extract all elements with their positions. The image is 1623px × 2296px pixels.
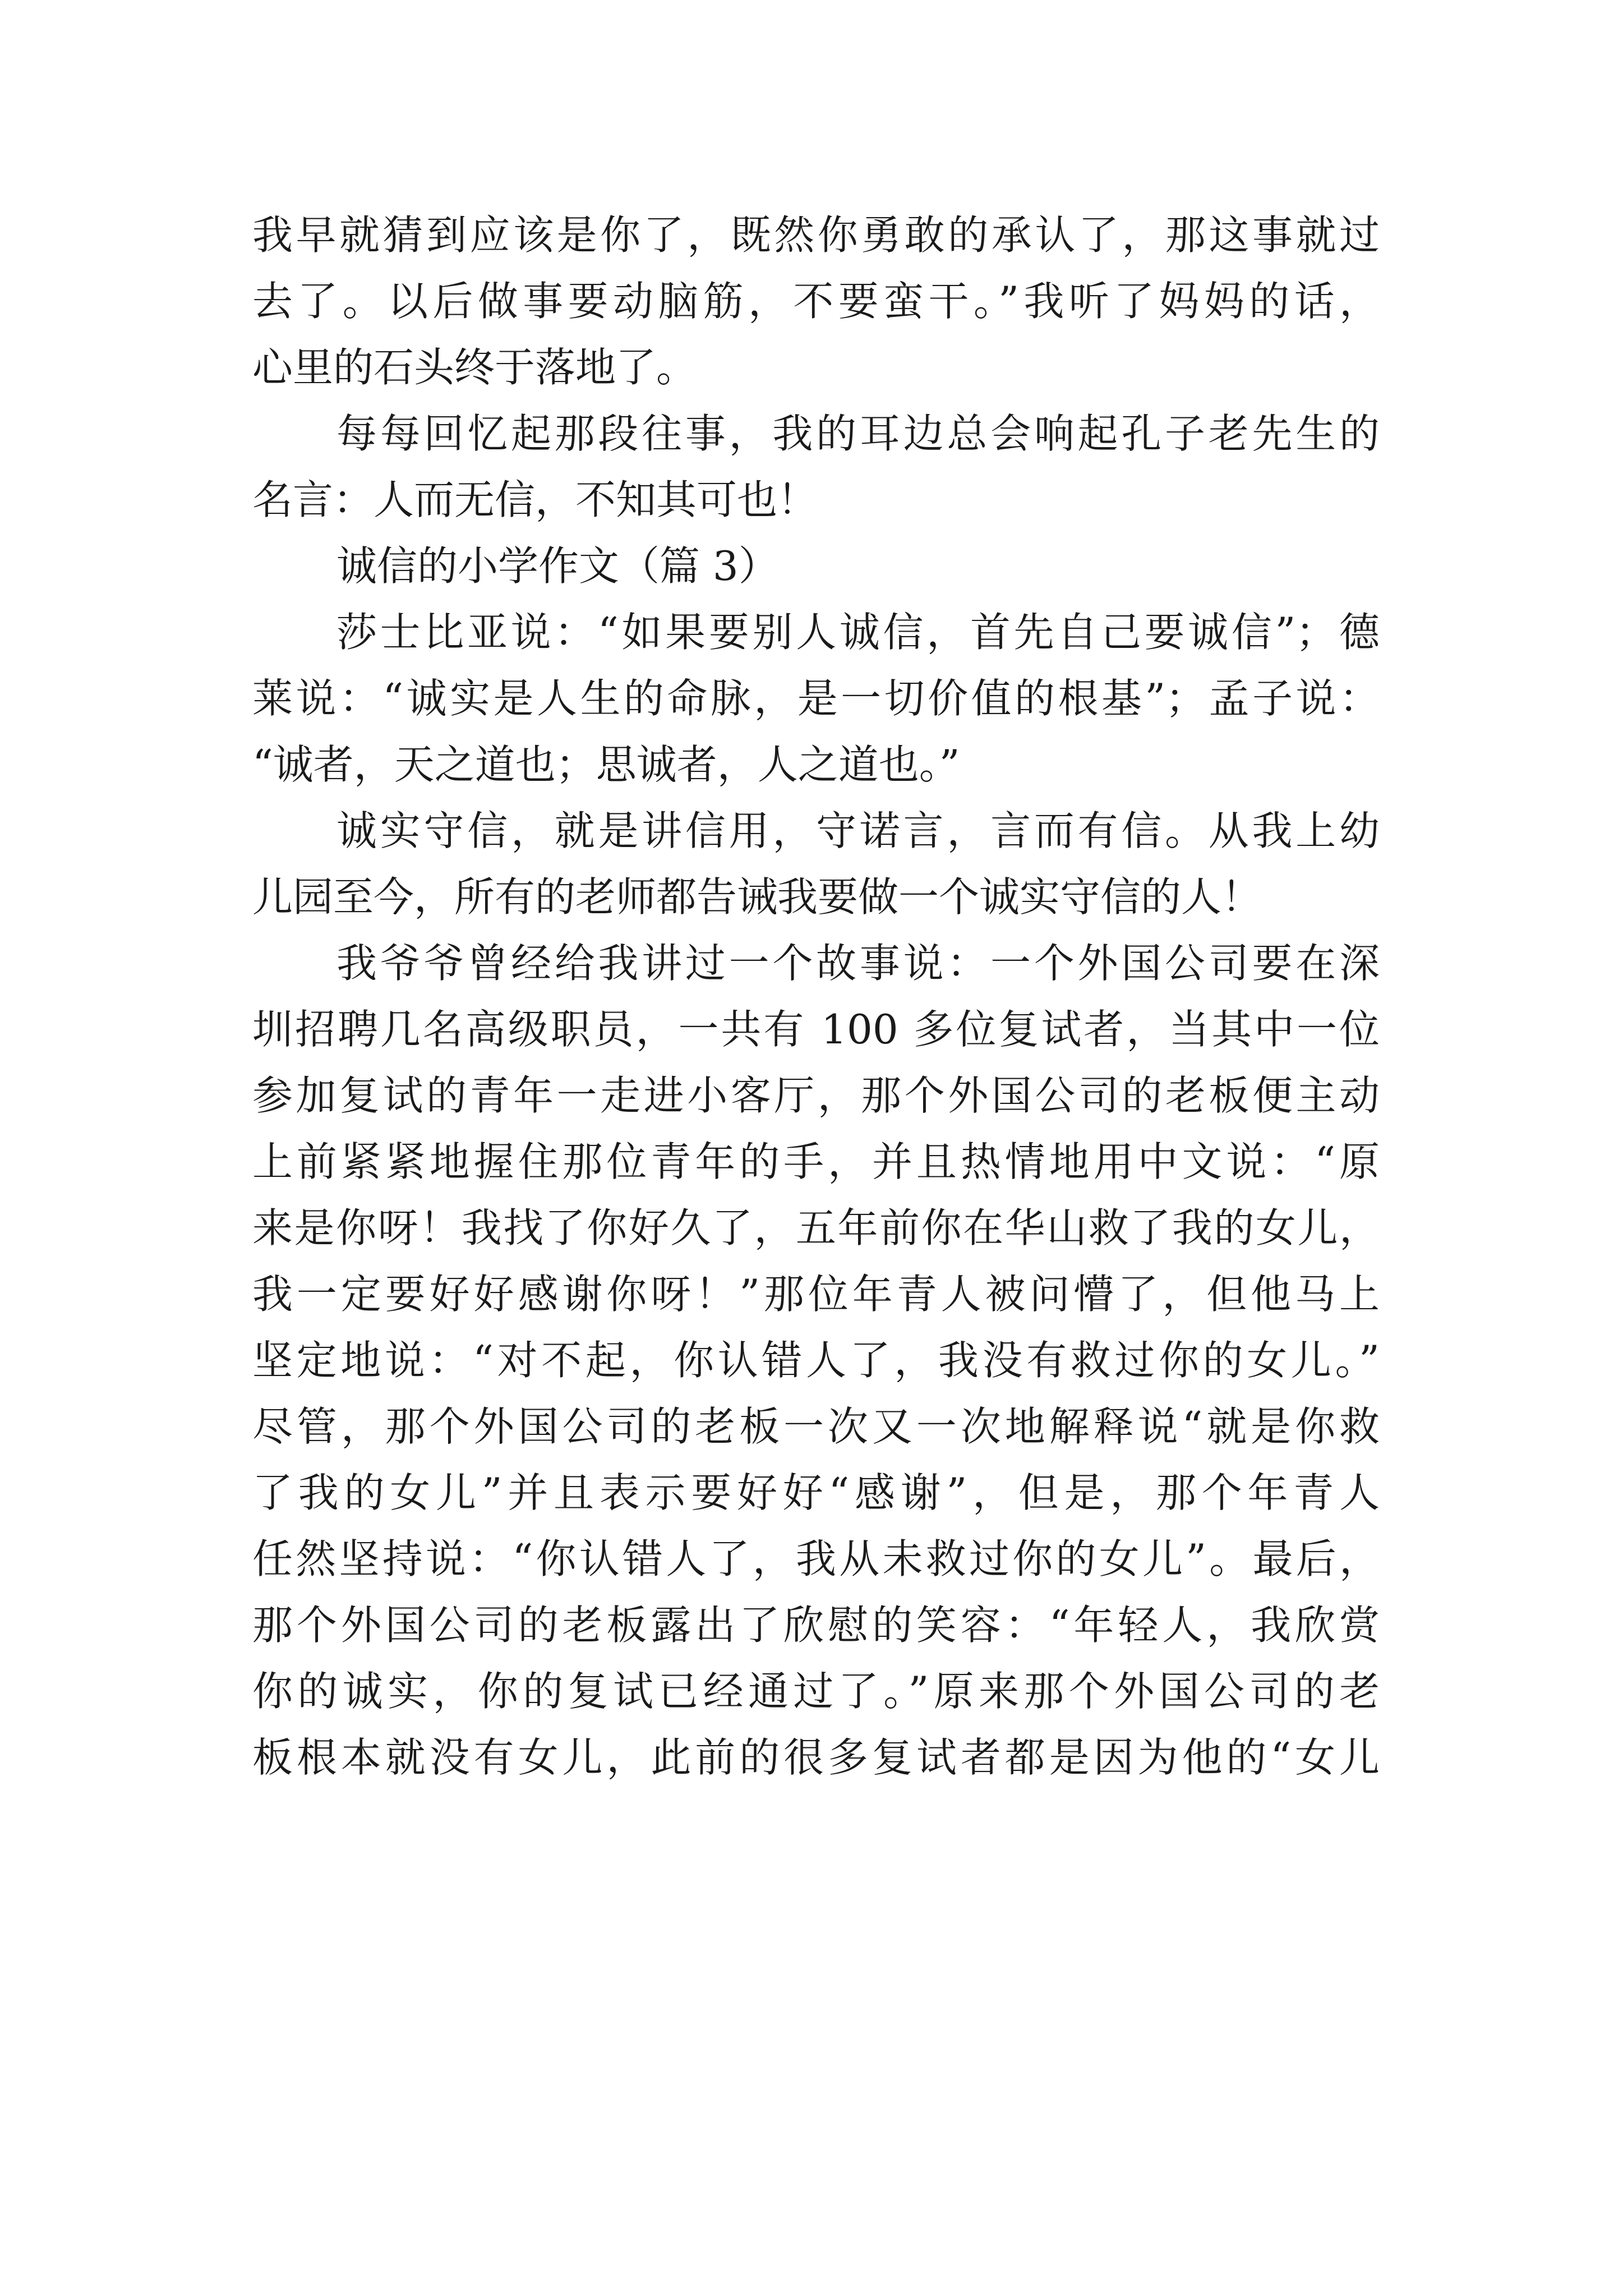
text-line-11: 儿园至今，所有的老师都告诫我要做一个诚实守信的人！ [252,873,1262,921]
text-line-10: 诚实守信，就是讲信用，守诺言，言而有信。从我上幼 [336,807,1380,854]
text-line-17: 我一定要好好感谢你呀！”那位年青人被问懵了，但他马上 [252,1271,1380,1318]
section-heading: 诚信的小学作文（篇 3） [336,542,779,590]
text-line-22: 那个外国公司的老板露出了欣慰的笑容：“年轻人，我欣赏 [252,1602,1380,1649]
text-line-21: 任然坚持说：“你认错人了，我从未救过你的女儿”。最后， [252,1535,1380,1582]
text-line-20: 了我的女儿”并且表示要好好“感谢”，但是，那个年青人 [252,1469,1380,1516]
text-line-18: 坚定地说：“对不起，你认错人了，我没有救过你的女儿。” [252,1337,1380,1384]
document-body [252,202,1380,1791]
text-line-5: 名言：人而无信，不知其可也！ [252,476,818,523]
text-line-9: “诚者，天之道也；思诚者，人之道也。” [252,741,960,788]
text-line-23: 你的诚实，你的复试已经通过了。”原来那个外国公司的老 [252,1668,1380,1715]
text-line-1: 我早就猜到应该是你了，既然你勇敢的承认了，那这事就过 [252,211,1380,259]
text-line-16: 来是你呀！我找了你好久了，五年前你在华山救了我的女儿， [252,1204,1380,1251]
text-line-14: 参加复试的青年一走进小客厅，那个外国公司的老板便主动 [252,1072,1380,1119]
text-line-3: 心里的石头终于落地了。 [252,344,697,391]
text-line-7: 莎士比亚说：“如果要别人诚信，首先自己要诚信”；德 [336,609,1380,656]
text-line-15: 上前紧紧地握住那位青年的手，并且热情地用中文说：“原 [252,1138,1380,1185]
text-line-24: 板根本就没有女儿，此前的很多复试者都是因为他的“女儿 [252,1734,1380,1781]
text-line-19: 尽管，那个外国公司的老板一次又一次地解释说“就是你救 [252,1403,1380,1450]
text-line-13: 圳招聘几名高级职员，一共有 100 多位复试者，当其中一位 [252,1006,1380,1053]
text-line-12: 我爷爷曾经给我讲过一个故事说：一个外国公司要在深 [336,940,1380,987]
text-line-8: 莱说：“诚实是人生的命脉，是一切价值的根基”；孟子说： [252,675,1380,722]
text-line-4: 每每回忆起那段往事，我的耳边总会响起孔子老先生的 [336,410,1380,457]
text-line-2: 去了。以后做事要动脑筋，不要蛮干。”我听了妈妈的话， [252,278,1380,325]
